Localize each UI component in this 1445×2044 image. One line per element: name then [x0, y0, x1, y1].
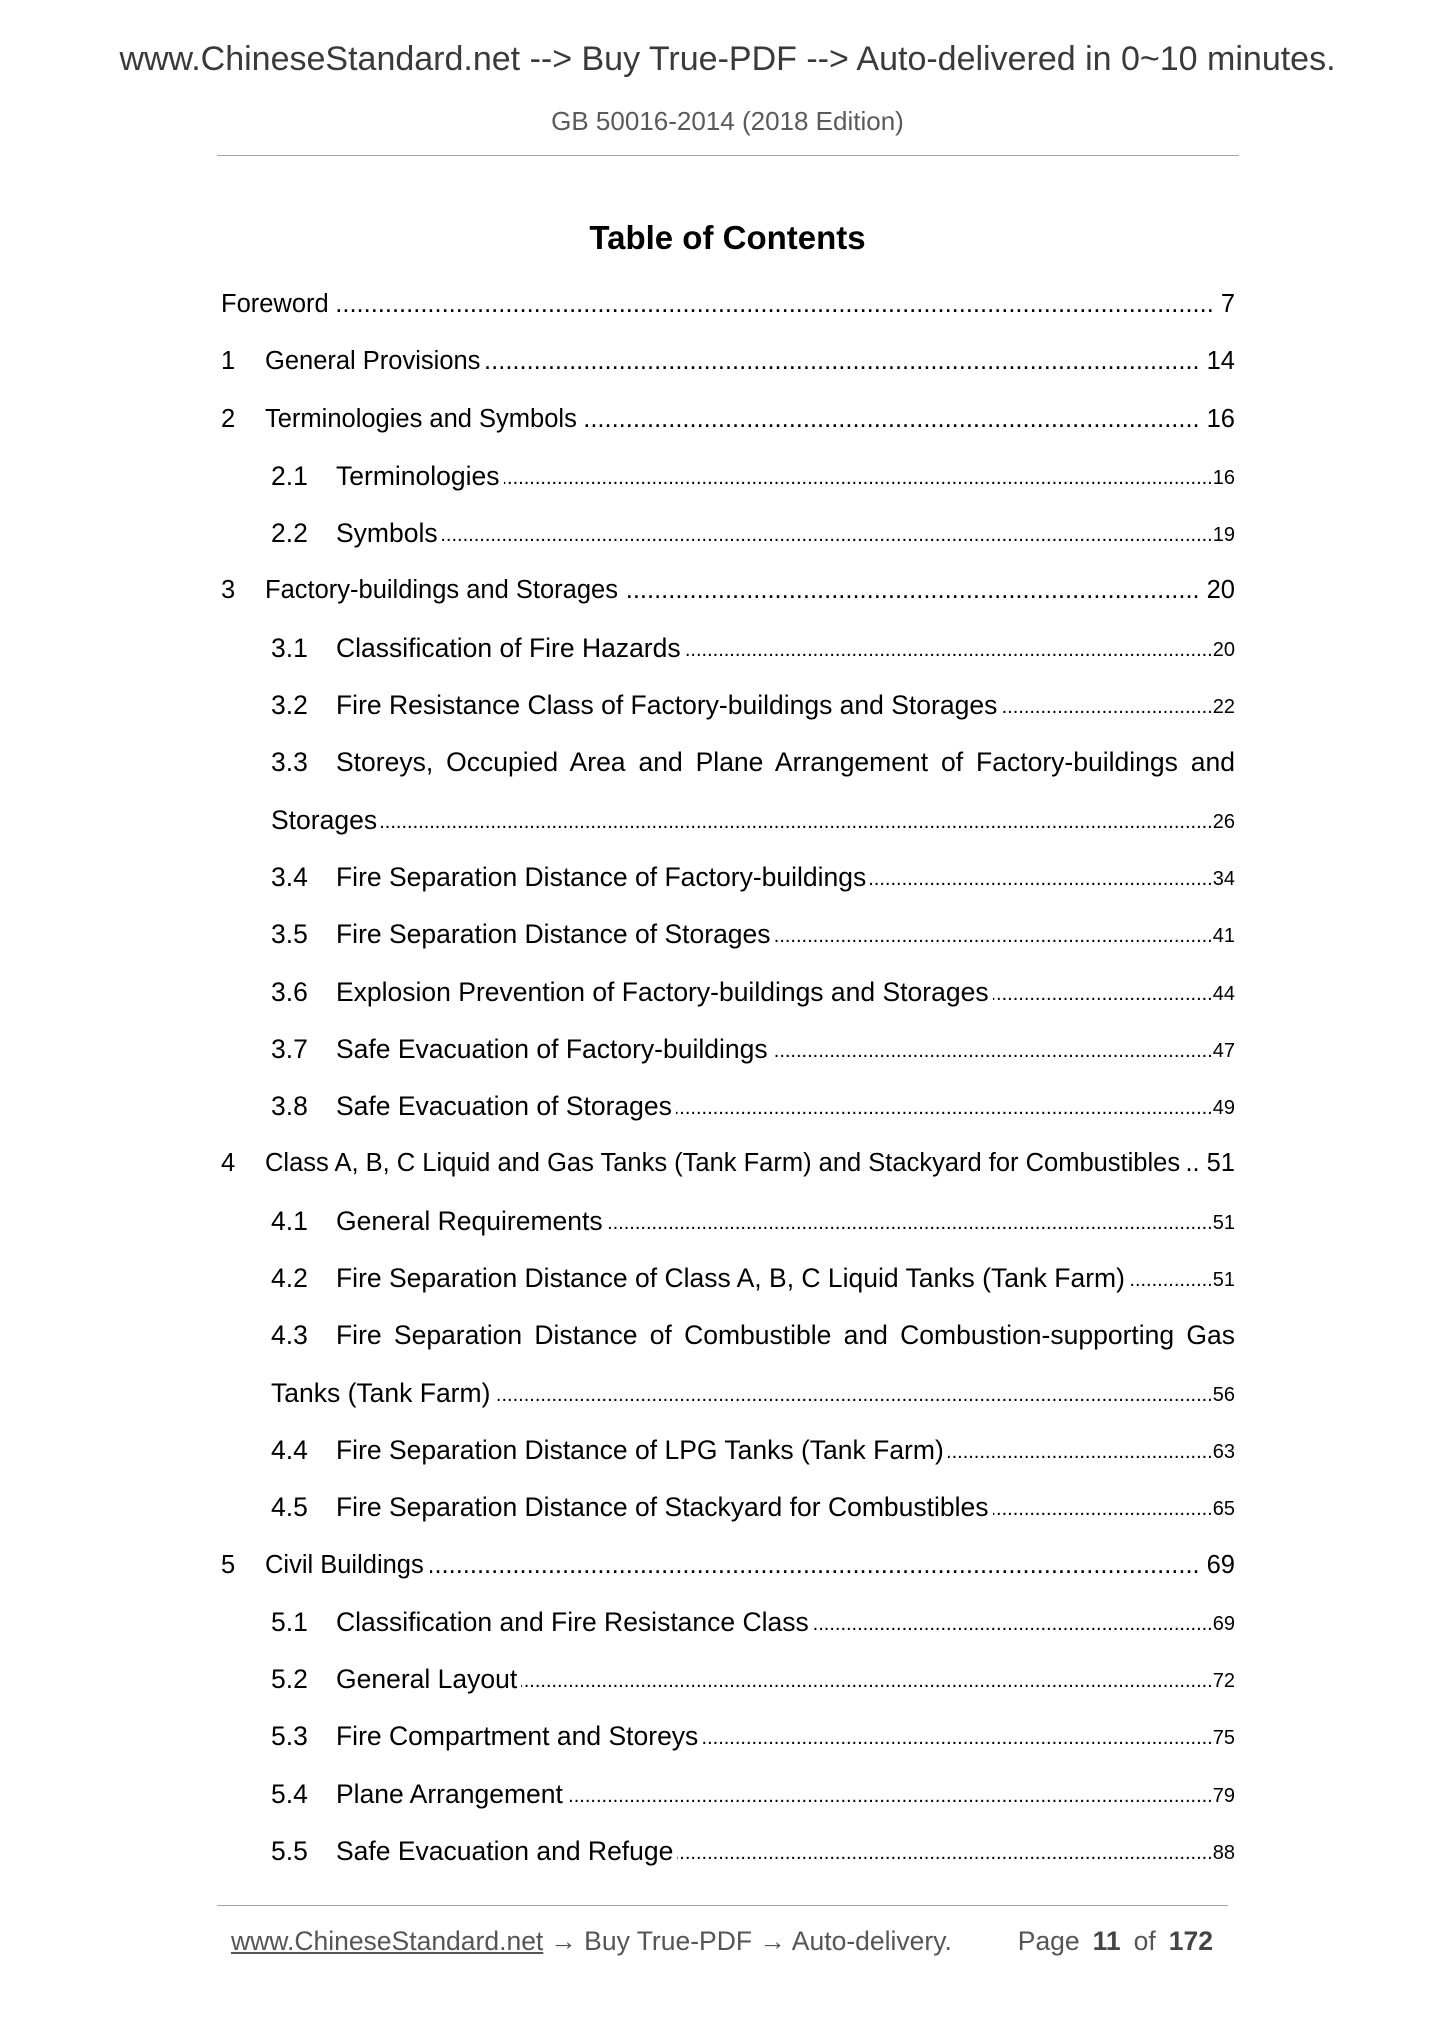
header-divider: [217, 155, 1239, 156]
dot-leader: [772, 1023, 1213, 1080]
toc-entry-page: 51: [1206, 1149, 1235, 1178]
toc-entry-number: 3.1: [271, 632, 308, 663]
toc-entry-number: 4: [221, 1149, 236, 1178]
toc-subentry[interactable]: [221, 1307, 1235, 1364]
toc-entry[interactable]: [221, 391, 1235, 448]
toc-entry-title: Fire Separation Distance of LPG Tanks (Tank Farm): [336, 1434, 944, 1465]
toc-subentry[interactable]: [221, 1021, 1235, 1078]
toc-entry-number: 3: [221, 576, 236, 605]
dot-leader: [702, 1710, 1212, 1767]
toc-entry[interactable]: [221, 562, 1235, 619]
toc-subentry[interactable]: [221, 620, 1235, 677]
toc-entry[interactable]: [221, 1537, 1235, 1594]
dot-leader: [676, 1080, 1213, 1137]
toc-entry-page: 47: [1212, 1039, 1235, 1062]
toc-entry-page: 69: [1212, 1612, 1235, 1635]
toc-entry-page: 7: [1220, 290, 1235, 318]
footer-tagline: → Buy True-PDF → Auto-delivery.: [550, 1926, 952, 1956]
toc-subentry[interactable]: [221, 1422, 1235, 1479]
toc-entry-page: 72: [1212, 1670, 1235, 1693]
toc-entry-title: Safe Evacuation of Factory-buildings: [336, 1033, 768, 1064]
toc-entry-page: 41: [1212, 925, 1235, 948]
dot-leader: [993, 966, 1213, 1023]
toc-entry-number: 5.4: [271, 1778, 308, 1809]
toc-entry-title: Classification and Fire Resistance Class: [336, 1606, 809, 1637]
dot-leader: [775, 908, 1213, 965]
toc-entry-page: 51: [1212, 1211, 1235, 1234]
dot-leader: [504, 450, 1213, 507]
dot-leader: [677, 1825, 1212, 1882]
toc-entry-number: 3.4: [271, 861, 308, 892]
dot-leader: [870, 851, 1213, 908]
toc-entry-number: 4.1: [271, 1205, 308, 1236]
toc-entry-page: 26: [1212, 810, 1235, 833]
toc-entry-page: 16: [1212, 466, 1235, 489]
toc-entry-title: Fire Separation Distance of Storages: [336, 919, 771, 950]
dot-leader: [948, 1424, 1213, 1481]
toc-subentry[interactable]: [221, 849, 1235, 906]
toc-entry-number: 3.3: [271, 747, 308, 778]
toc-entry-number: 3.8: [271, 1091, 308, 1122]
toc-entry-page: 79: [1212, 1784, 1235, 1807]
toc-entry-title: Safe Evacuation of Storages: [336, 1091, 672, 1122]
toc-entry-title: Fire Resistance Class of Factory-buildings and Storages: [336, 690, 998, 721]
toc-entry-title: Terminologies and Symbols: [265, 404, 577, 433]
page-indicator: [1018, 1925, 1213, 1957]
toc-entry-title: Classification of Fire Hazards: [336, 632, 681, 663]
toc-entry-page: 63: [1212, 1440, 1235, 1463]
footer-divider: [217, 1905, 1228, 1906]
toc-entry-title: Class A, B, C Liquid and Gas Tanks (Tank Farm) and Stackyard for Combustibles: [265, 1149, 1181, 1178]
table-of-contents: [221, 276, 1235, 1880]
toc-entry-title: Fire Compartment and Storeys: [336, 1721, 699, 1752]
toc-subentry[interactable]: [221, 1708, 1235, 1765]
toc-entry-number: 4.3: [271, 1320, 308, 1351]
dot-leader: [381, 794, 1213, 851]
toc-entry-title: Fire Separation Distance of Combustible and Combustion-supporting Gas: [336, 1320, 1235, 1351]
toc-subentry[interactable]: [221, 964, 1235, 1021]
toc-subentry[interactable]: [221, 505, 1235, 562]
toc-entry-title: Storeys, Occupied Area and Plane Arrangement of Factory-buildings and: [336, 747, 1235, 778]
standard-code: GB 50016-2014 (2018 Edition): [551, 106, 904, 136]
toc-entry-number: 3.6: [271, 976, 308, 1007]
toc-entry-number: 1: [221, 347, 236, 376]
toc-entry-page: 51: [1212, 1269, 1235, 1292]
toc-entry-page: 19: [1212, 524, 1235, 547]
toc-entry-title: Safe Evacuation and Refuge: [336, 1836, 674, 1867]
toc-subentry[interactable]: [221, 734, 1235, 791]
toc-subentry-continuation[interactable]: [221, 792, 1235, 849]
dot-leader: [335, 276, 1214, 333]
toc-subentry[interactable]: [221, 1823, 1235, 1880]
toc-entry-page: 14: [1206, 347, 1235, 376]
toc-entry-title: Factory-buildings and Storages: [265, 576, 618, 605]
toc-entry-number: 3.5: [271, 919, 308, 950]
total-pages-number: 172: [1168, 1926, 1213, 1956]
toc-entry-page: 44: [1212, 982, 1235, 1005]
dot-leader: [685, 622, 1213, 679]
toc-entry-number: 4.4: [271, 1434, 308, 1465]
toc-subentry[interactable]: [221, 906, 1235, 963]
page-of-label: of: [1133, 1926, 1156, 1956]
toc-entry-page: 49: [1212, 1097, 1235, 1120]
dot-leader: [607, 1195, 1213, 1252]
toc-entry-title: Plane Arrangement: [336, 1778, 563, 1809]
toc-subentry[interactable]: [221, 1078, 1235, 1135]
dot-leader: [1129, 1252, 1213, 1309]
toc-entry-page: 20: [1206, 576, 1235, 605]
dot-leader: [1186, 1135, 1200, 1192]
dot-leader: [567, 1768, 1213, 1825]
toc-subentry[interactable]: [221, 677, 1235, 734]
dot-leader: [624, 562, 1200, 619]
page-label: Page: [1017, 1926, 1080, 1956]
dot-leader: [521, 1653, 1213, 1710]
toc-entry-page: 65: [1212, 1498, 1235, 1521]
toc-subentry[interactable]: [221, 1193, 1235, 1250]
toc-entry-number: 5: [221, 1550, 236, 1579]
toc-entry-title: General Requirements: [336, 1205, 603, 1236]
toc-subentry[interactable]: [221, 448, 1235, 505]
dot-leader: [494, 1367, 1212, 1424]
toc-entry-title: Foreword: [221, 290, 329, 318]
toc-entry-number: 2.2: [271, 518, 308, 549]
dot-leader: [1001, 679, 1212, 736]
toc-entry-number: 5.2: [271, 1664, 308, 1695]
toc-entry-number: 5.1: [271, 1606, 308, 1637]
footer-promo: [231, 1925, 952, 1957]
dot-leader: [442, 507, 1213, 564]
toc-entry-page: 56: [1212, 1383, 1235, 1406]
dot-leader: [993, 1481, 1213, 1538]
toc-subentry[interactable]: [221, 1479, 1235, 1536]
toc-entry-foreword[interactable]: [221, 276, 1235, 333]
current-page-number: 11: [1092, 1926, 1121, 1956]
footer-site-link[interactable]: www.ChineseStandard.net: [231, 1926, 544, 1956]
toc-entry-number: 4.2: [271, 1263, 308, 1294]
toc-entry-title: Fire Separation Distance of Stackyard for Combustibles: [336, 1492, 989, 1523]
toc-entry-number: 3.7: [271, 1033, 308, 1064]
dot-leader: [583, 391, 1200, 448]
toc-entry-number: 5.3: [271, 1721, 308, 1752]
toc-entry-title: Explosion Prevention of Factory-buildings and Storages: [336, 976, 989, 1007]
toc-entry-title: Fire Separation Distance of Factory-buildings: [336, 861, 867, 892]
toc-entry-page: 20: [1212, 638, 1235, 661]
header-banner: www.ChineseStandard.net --> Buy True-PDF --> Auto-delivered in 0~10 minutes.: [119, 40, 1336, 78]
toc-heading: Table of Contents: [589, 219, 866, 256]
toc-entry-number: 2.1: [271, 460, 308, 491]
toc-entry-page: 75: [1212, 1727, 1235, 1750]
toc-entry[interactable]: [221, 1135, 1235, 1192]
dot-leader: [813, 1596, 1213, 1653]
toc-entry-page: 69: [1206, 1550, 1235, 1579]
toc-entry-number: 3.2: [271, 690, 308, 721]
toc-subentry[interactable]: [221, 1766, 1235, 1823]
toc-entry-title: Fire Separation Distance of Class A, B, C Liquid Tanks (Tank Farm): [336, 1263, 1125, 1294]
toc-entry-title-continued: Tanks (Tank Farm): [271, 1377, 491, 1408]
toc-entry[interactable]: [221, 333, 1235, 390]
toc-subentry[interactable]: [221, 1250, 1235, 1307]
toc-entry-title: General Layout: [336, 1664, 518, 1695]
toc-entry-page: 34: [1212, 867, 1235, 890]
toc-entry-title-continued: Storages: [271, 804, 378, 835]
toc-entry-number: 5.5: [271, 1836, 308, 1867]
toc-subentry[interactable]: [221, 1651, 1235, 1708]
toc-entry-number: 4.5: [271, 1492, 308, 1523]
toc-entry-page: 16: [1206, 404, 1235, 433]
dot-leader: [430, 1537, 1200, 1594]
toc-entry-title: Symbols: [336, 518, 438, 549]
toc-entry-number: 2: [221, 404, 236, 433]
toc-subentry-continuation[interactable]: [221, 1365, 1235, 1422]
toc-subentry[interactable]: [221, 1594, 1235, 1651]
toc-entry-title: Terminologies: [336, 460, 500, 491]
toc-entry-title: General Provisions: [265, 347, 481, 376]
toc-entry-page: 88: [1212, 1842, 1235, 1865]
toc-entry-page: 22: [1212, 696, 1235, 719]
dot-leader: [486, 333, 1199, 390]
toc-entry-title: Civil Buildings: [265, 1550, 424, 1579]
